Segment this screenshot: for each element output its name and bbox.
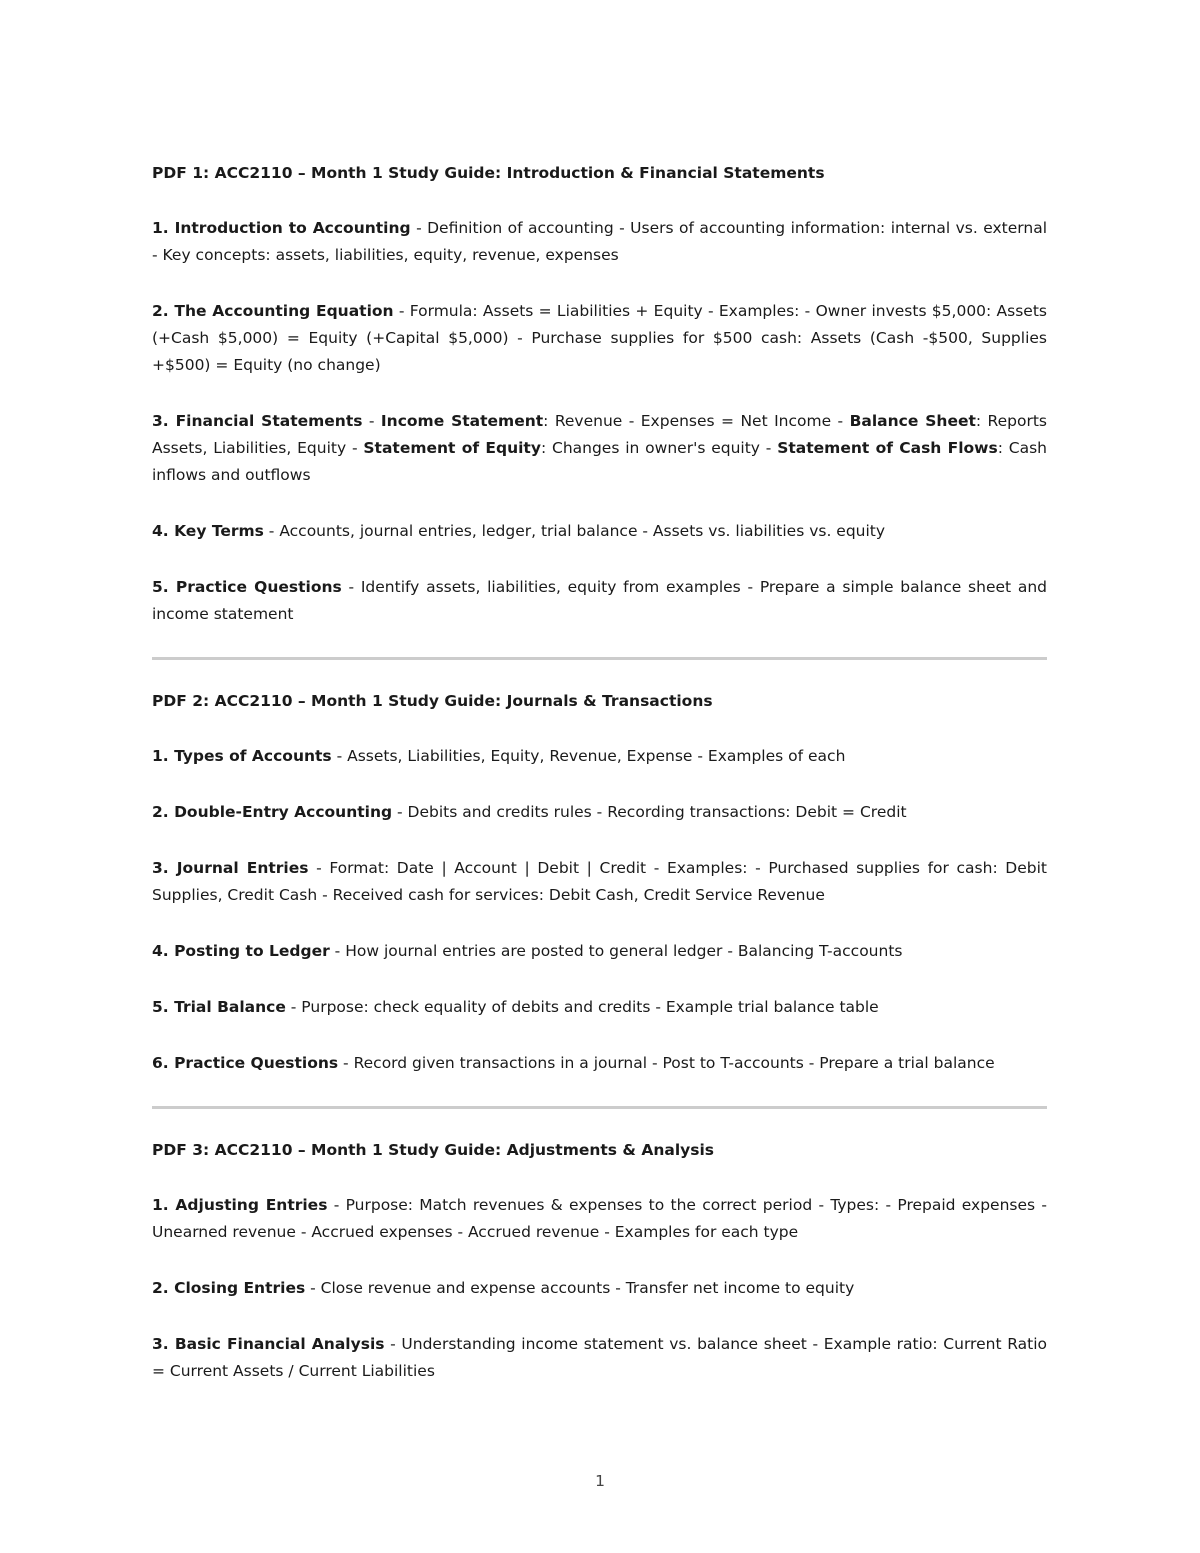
topic-text: : Revenue - Expenses = Net Income - <box>543 412 850 430</box>
topic-paragraph <box>152 408 1047 489</box>
topic-heading: 2. Double-Entry Accounting <box>152 803 393 821</box>
study-guide-section <box>152 1137 1047 1385</box>
topic-paragraph <box>152 215 1047 269</box>
topic-heading: Income Statement <box>380 412 544 430</box>
topic-heading: 3. Financial Statements <box>152 412 363 430</box>
topic-heading: Statement of Equity <box>363 439 541 457</box>
topic-text: : Reports Assets, Liabilities, Equity - <box>152 412 1047 457</box>
topic-text: - Purpose: Match revenues & expenses to the correct period - Types: - Prepaid expenses - Unearned revenue - Accrued expenses - Accrued revenue - Examples for each type <box>152 1196 1047 1241</box>
document-content <box>152 160 1047 1385</box>
topic-heading: 1. Introduction to Accounting <box>152 219 411 237</box>
topic-paragraph <box>152 938 1047 965</box>
topic-heading: 2. The Accounting Equation <box>152 302 394 320</box>
topic-heading: 5. Practice Questions <box>152 578 342 596</box>
topic-paragraph <box>152 1050 1047 1077</box>
topic-paragraph <box>152 574 1047 628</box>
topic-heading: 5. Trial Balance <box>152 998 286 1016</box>
topic-text: - Understanding income statement vs. balance sheet - Example ratio: Current Ratio = Current Assets / Current Liabilities <box>152 1335 1047 1380</box>
topic-paragraph <box>152 799 1047 826</box>
topic-paragraph <box>152 1275 1047 1302</box>
topic-text: - Identify assets, liabilities, equity from examples - Prepare a simple balance sheet and income statement <box>152 578 1047 623</box>
topic-text: : Changes in owner's equity - <box>540 439 778 457</box>
topic-heading: 3. Journal Entries <box>152 859 309 877</box>
topic-heading: 2. Closing Entries <box>152 1279 306 1297</box>
topic-text: - Format: Date | Account | Debit | Credit - Examples: - Purchased supplies for cash: Debit Supplies, Credit Cash - Received cash for services: Debit Cash, Credit Service Revenue <box>152 859 1047 904</box>
topic-text: - How journal entries are posted to general ledger - Balancing T-accounts <box>329 942 903 960</box>
topic-paragraph <box>152 743 1047 770</box>
topic-heading: 3. Basic Financial Analysis <box>152 1335 385 1353</box>
topic-text: - Purpose: check equality of debits and credits - Example trial balance table <box>285 998 879 1016</box>
page-number: 1 <box>595 1472 605 1490</box>
section-title: PDF 1: ACC2110 – Month 1 Study Guide: Introduction & Financial Statements <box>152 164 825 182</box>
topic-text: - Accounts, journal entries, ledger, trial balance - Assets vs. liabilities vs. equity <box>263 522 886 540</box>
topic-text: - Debits and credits rules - Recording transactions: Debit = Credit <box>392 803 907 821</box>
section-divider <box>152 1106 1047 1109</box>
topic-text: - Definition of accounting - Users of accounting information: internal vs. external - Key concepts: assets, liabilities, equity, revenue, expenses <box>152 219 1047 264</box>
section-title: PDF 3: ACC2110 – Month 1 Study Guide: Adjustments & Analysis <box>152 1141 715 1159</box>
section-title: PDF 2: ACC2110 – Month 1 Study Guide: Journals & Transactions <box>152 692 713 710</box>
topic-heading: 1. Types of Accounts <box>152 747 332 765</box>
topic-paragraph <box>152 855 1047 909</box>
study-guide-section <box>152 688 1047 1077</box>
topic-text: - Assets, Liabilities, Equity, Revenue, Expense - Examples of each <box>331 747 846 765</box>
topic-text: - Formula: Assets = Liabilities + Equity - Examples: - Owner invests $5,000: Assets (+Cash $5,000) = Equity (+Capital $5,000) - Purchase supplies for $500 cash: Assets (Cash -$500, Supplies +$500) = Equity (no change) <box>152 302 1047 374</box>
topic-paragraph <box>152 298 1047 379</box>
topic-paragraph <box>152 1331 1047 1385</box>
topic-text: - Close revenue and expense accounts - Transfer net income to equity <box>305 1279 855 1297</box>
topic-text: : Cash inflows and outflows <box>152 439 1047 484</box>
topic-heading: Statement of Cash Flows <box>777 439 998 457</box>
topic-heading: 6. Practice Questions <box>152 1054 339 1072</box>
topic-paragraph <box>152 1192 1047 1246</box>
topic-paragraph <box>152 518 1047 545</box>
topic-heading: 4. Key Terms <box>152 522 264 540</box>
topic-heading: 1. Adjusting Entries <box>152 1196 328 1214</box>
topic-heading: Balance Sheet <box>849 412 976 430</box>
document-page <box>152 160 1047 1414</box>
study-guide-section <box>152 160 1047 628</box>
section-divider <box>152 657 1047 660</box>
topic-heading: 4. Posting to Ledger <box>152 942 330 960</box>
topic-text: - Record given transactions in a journal - Post to T-accounts - Prepare a trial balance <box>338 1054 995 1072</box>
topic-paragraph <box>152 994 1047 1021</box>
topic-text: - <box>362 412 381 430</box>
